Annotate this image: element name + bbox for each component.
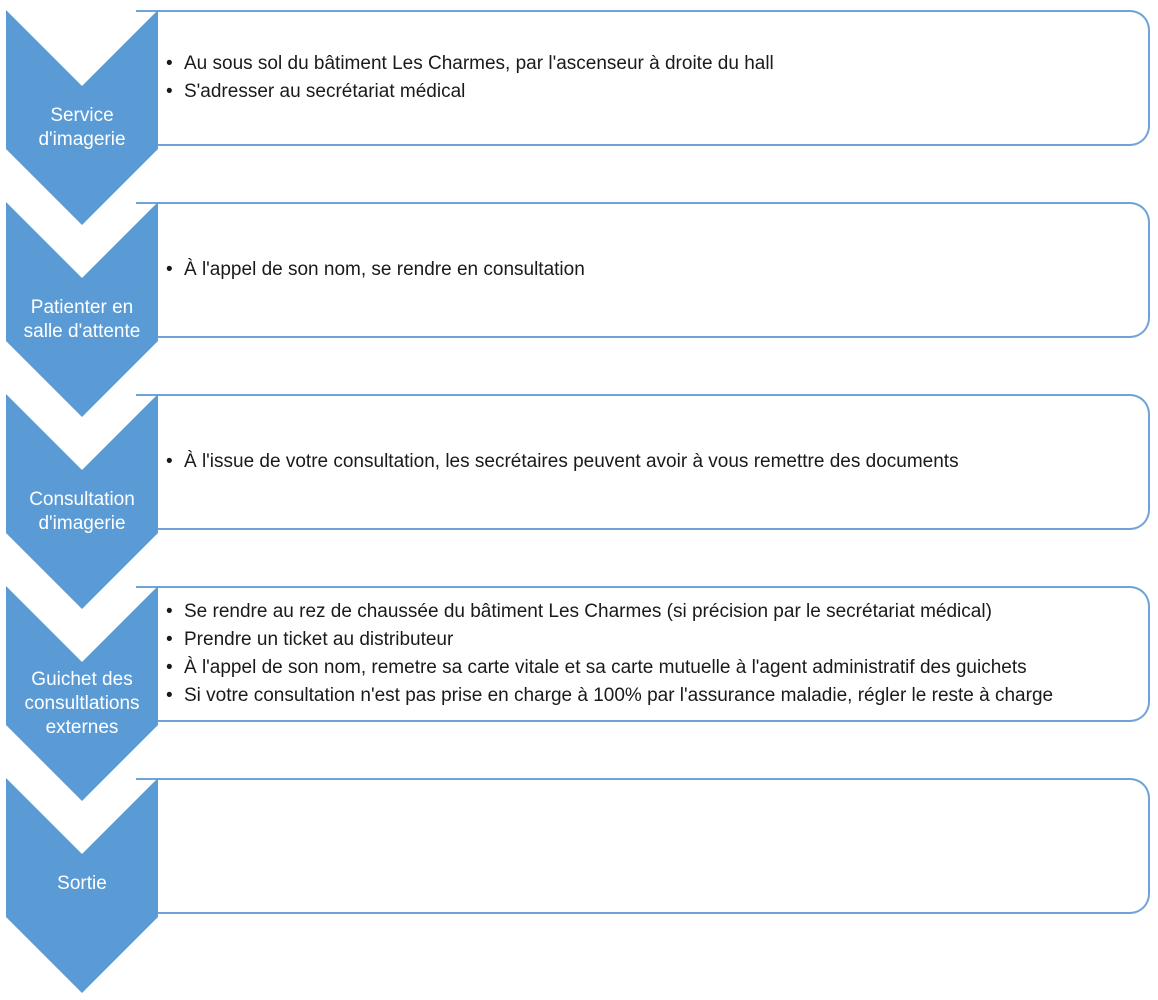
step-label: Consultation d'imagerie (29, 488, 135, 534)
bullet-item: • À l'appel de son nom, se rendre en consultation (164, 256, 1154, 284)
bullet-item: • S'adresser au secrétariat médical (164, 78, 1154, 106)
step-service-imagerie (0, 10, 1158, 227)
step-label: Patienter en salle d'attente (23, 296, 141, 342)
step-label: Guichet des consultlations externes (24, 668, 140, 738)
step-label: Service d'imagerie (38, 104, 126, 150)
bullet-list (164, 256, 1154, 284)
step-details-box (136, 202, 1150, 338)
step-details-box (136, 586, 1150, 722)
bullet-list (164, 448, 1154, 476)
bullet-item: • Prendre un ticket au distributeur (164, 626, 1154, 654)
step-patienter (0, 202, 1158, 419)
step-label: Sortie (57, 873, 107, 894)
bullet-item: • Se rendre au rez de chaussée du bâtiment Les Charmes (si précision par le secrétariat médical) (164, 598, 1154, 626)
bullet-item: • À l'issue de votre consultation, les secrétaires peuvent avoir à vous remettre des documents (164, 448, 1154, 476)
bullet-list (164, 50, 1154, 106)
step-details-box (136, 394, 1150, 530)
bullet-item: • Au sous sol du bâtiment Les Charmes, par l'ascenseur à droite du hall (164, 50, 1154, 78)
step-details-box (136, 778, 1150, 914)
bullet-item: • Si votre consultation n'est pas prise en charge à 100% par l'assurance maladie, régler le reste à charge (164, 682, 1154, 710)
step-sortie (0, 778, 1158, 995)
step-details-box (136, 10, 1150, 146)
bullet-list (164, 598, 1154, 710)
step-consultation-imagerie (0, 394, 1158, 611)
bullet-item: • À l'appel de son nom, remetre sa carte vitale et sa carte mutuelle à l'agent administratif des guichets (164, 654, 1154, 682)
step-guichet (0, 586, 1158, 803)
